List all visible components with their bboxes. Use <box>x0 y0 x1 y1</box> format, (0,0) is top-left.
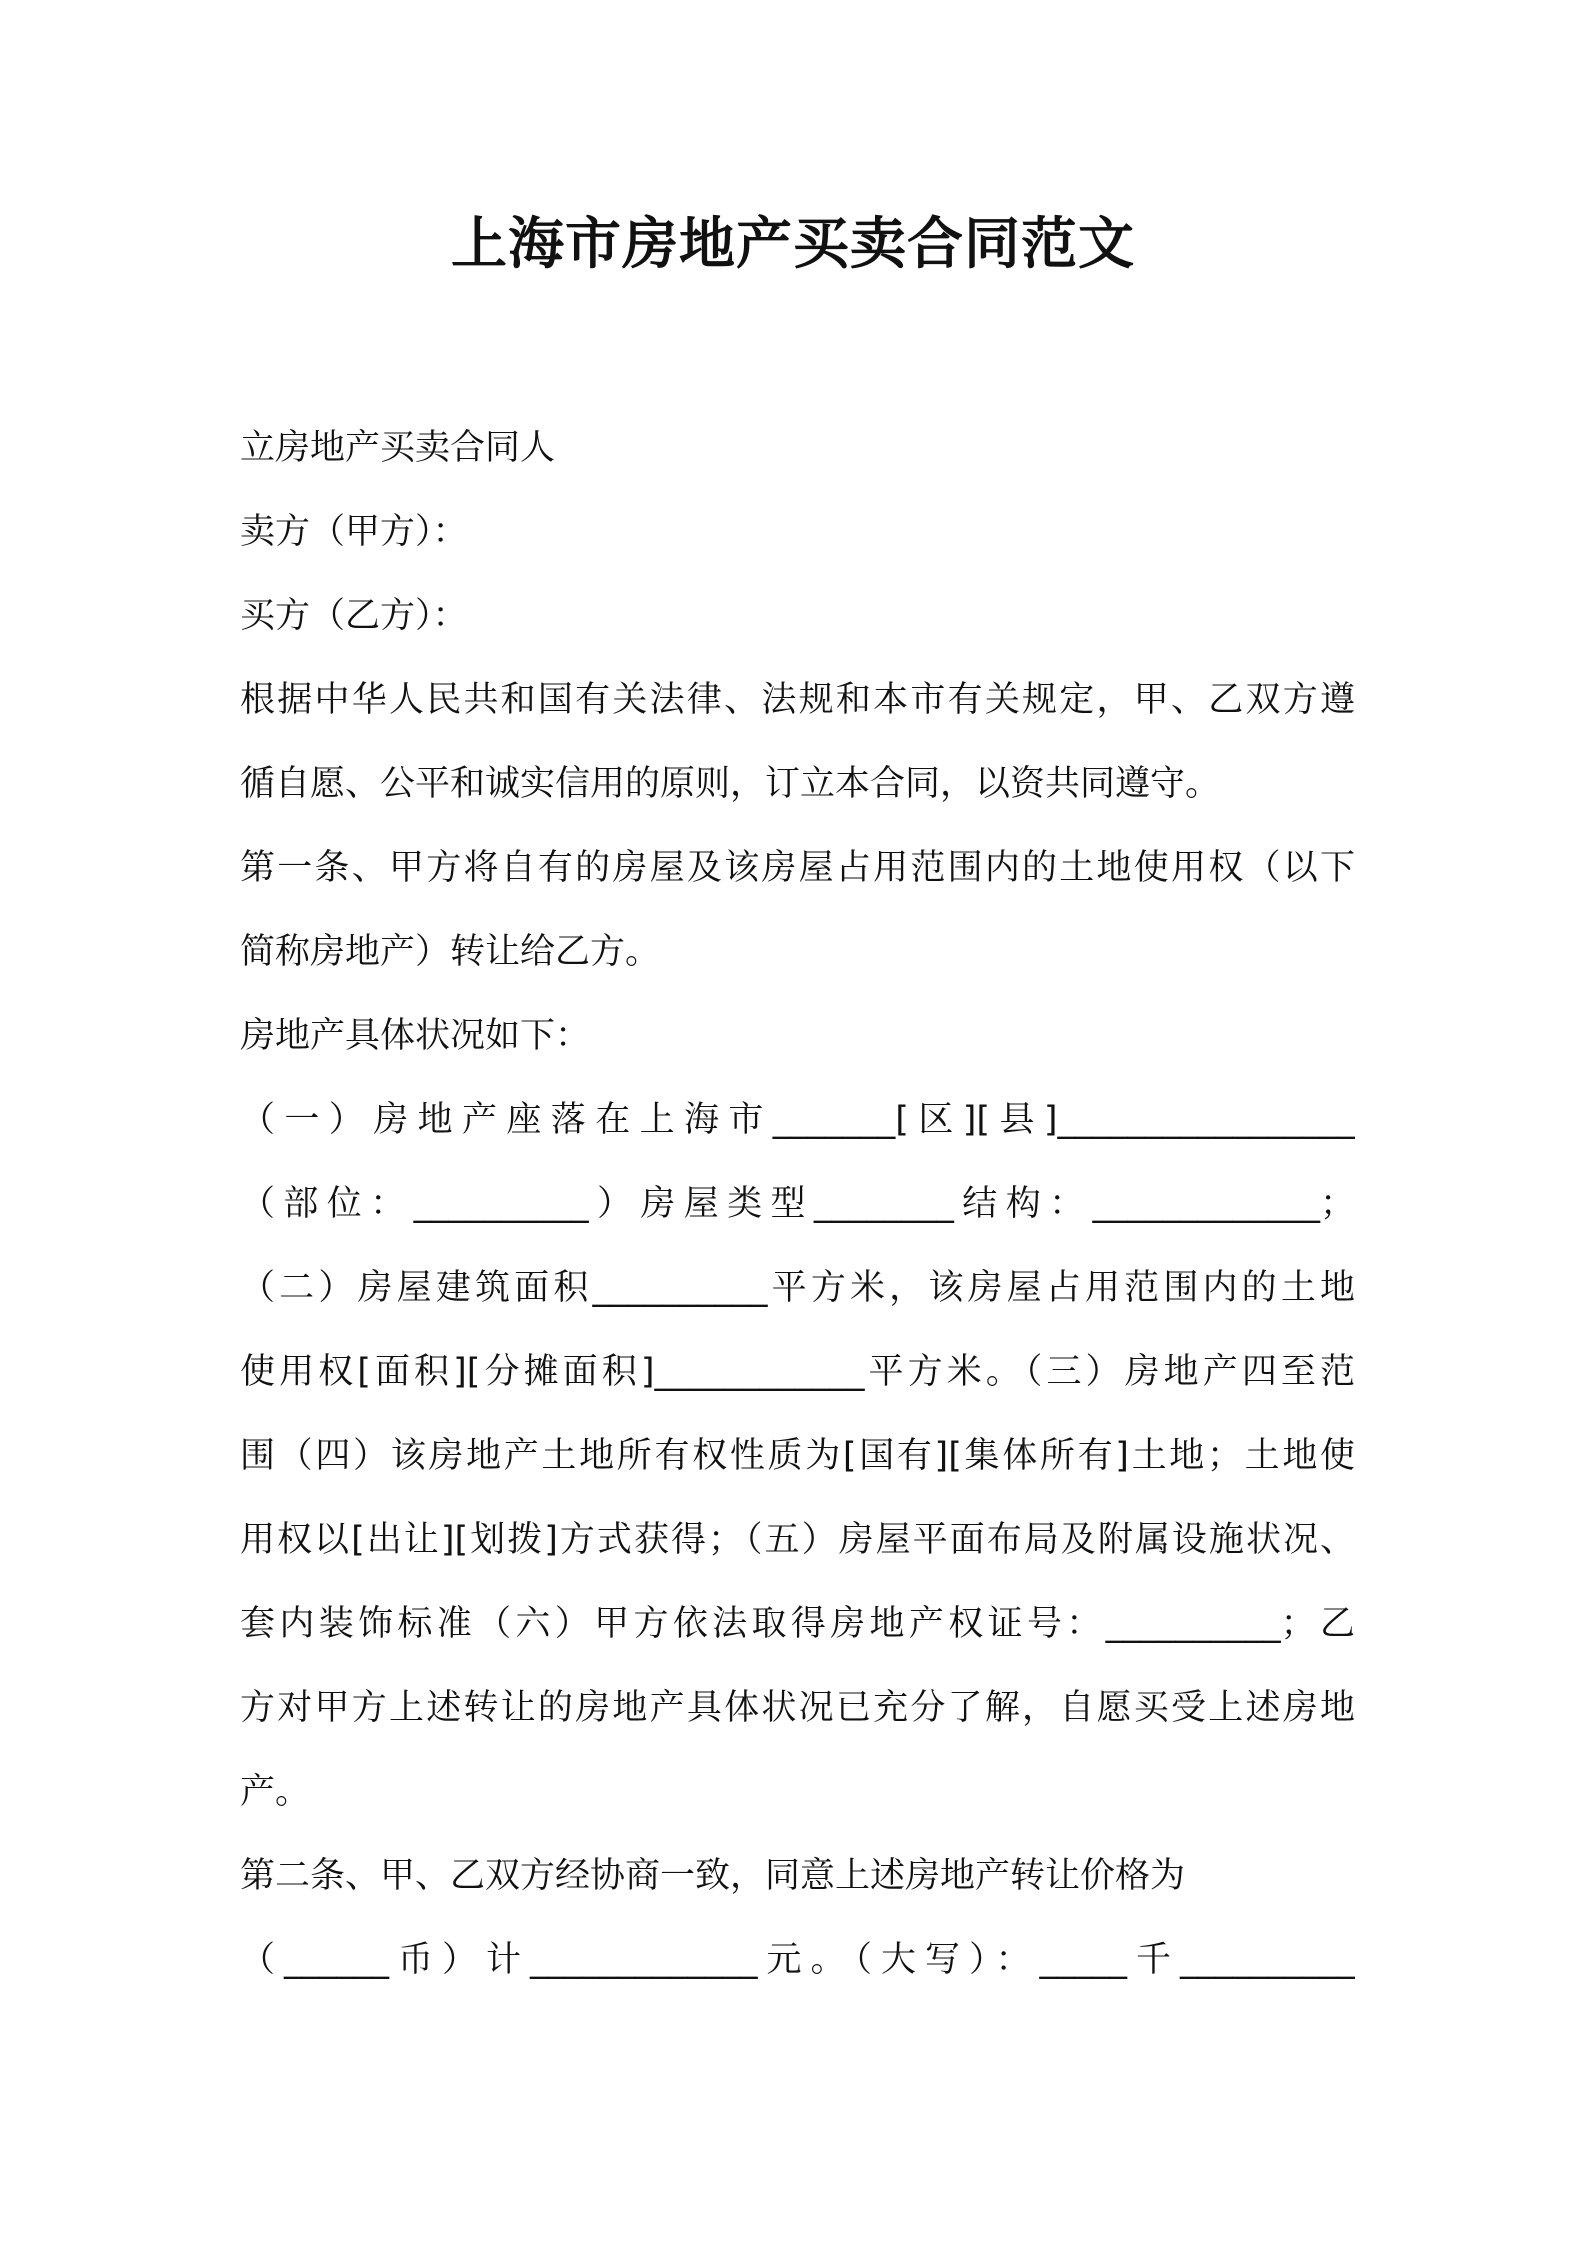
text-line: 简称房地产）转让给乙方。 <box>240 932 661 972</box>
text-line-seller: 卖方（甲方）： <box>240 512 468 552</box>
text-line-property-location: （一）房地产座落在上海市_______[区][县]_________________ <box>240 1100 1355 1140</box>
text-line: 产。 <box>240 1772 311 1812</box>
text-line-floor-area: （二）房屋建筑面积__________平方米，该房屋占用范围内的土地 <box>240 1268 1355 1308</box>
text-line-property-type: （部位：__________）房屋类型________结构：_____________； <box>240 1184 1355 1224</box>
text-line-article-2: 第二条、甲、乙双方经协商一致，同意上述房地产转让价格为 <box>240 1856 1186 1896</box>
text-line: 房地产具体状况如下： <box>240 1016 591 1056</box>
document-title: 上海市房地产买卖合同范文 <box>451 212 1135 277</box>
text-line: 方对甲方上述转让的房地产具体状况已充分了解，自愿买受上述房地 <box>240 1688 1355 1728</box>
text-line: 循自愿、公平和诚实信用的原则，订立本合同，以资共同遵守。 <box>240 764 1221 804</box>
text-line-article-1: 第一条、甲方将自有的房屋及该房屋占用范围内的土地使用权（以下 <box>240 848 1355 888</box>
text-line-price: （______币）计_____________元。（大写）：_____千__________ <box>240 1940 1355 1980</box>
text-line: 围（四）该房地产土地所有权性质为[国有][集体所有]土地；土地使 <box>240 1436 1355 1476</box>
text-line-buyer: 买方（乙方）： <box>240 596 468 636</box>
text-line: 用权以[出让][划拨]方式获得；（五）房屋平面布局及附属设施状况、 <box>240 1520 1355 1560</box>
text-line-parties-heading: 立房地产买卖合同人 <box>240 428 556 468</box>
text-line: 使用权[面积][分摊面积]____________平方米。（三）房地产四至范 <box>240 1352 1355 1392</box>
text-line: 根据中华人民共和国有关法律、法规和本市有关规定，甲、乙双方遵 <box>240 680 1355 720</box>
contract-body <box>240 406 1355 2002</box>
text-line: 套内装饰标准（六）甲方依法取得房地产权证号：__________；乙 <box>240 1604 1355 1644</box>
